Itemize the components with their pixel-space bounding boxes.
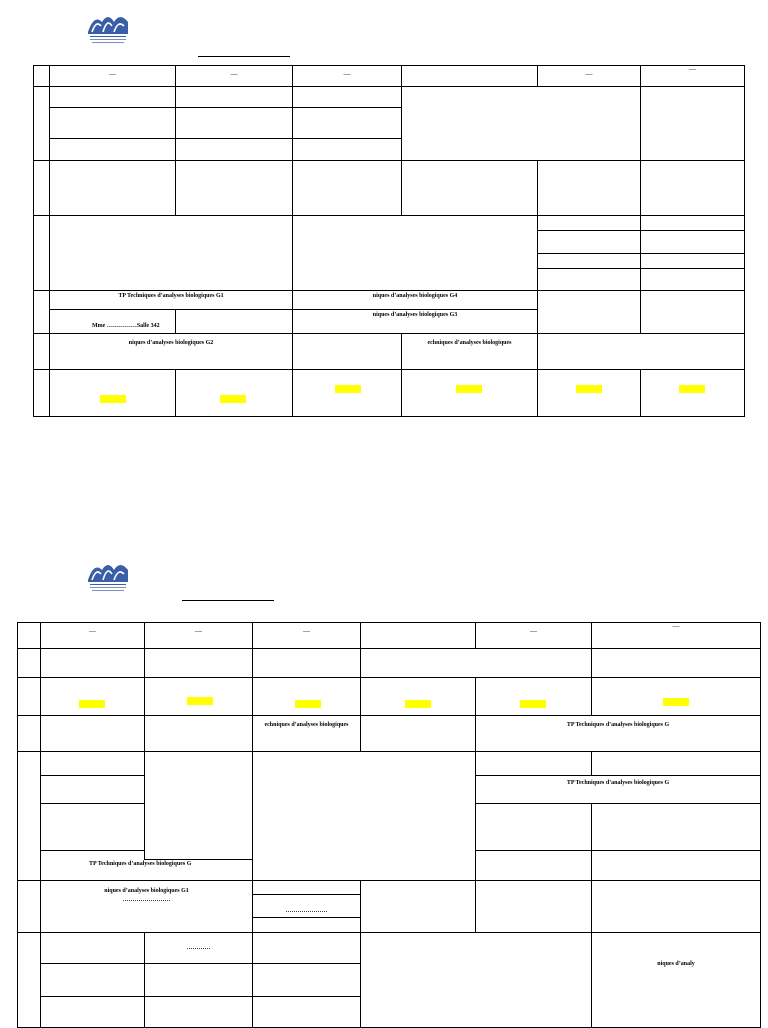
table-cell: [538, 216, 641, 231]
table-row: [34, 334, 745, 370]
table-cell: [41, 716, 145, 752]
table-cell: [538, 370, 641, 417]
table-row: [34, 370, 745, 417]
table-cell: [402, 370, 538, 417]
table-cell: [476, 752, 592, 776]
table-cell: [402, 334, 538, 370]
dots-b: …………………: [285, 908, 328, 914]
table-cell: [253, 881, 361, 895]
time-cell: [34, 370, 50, 417]
table-cell: [293, 108, 402, 139]
tp-g-left-label: TP Techniques d’analyses biologiques G: [89, 861, 192, 867]
table-cell: [641, 291, 745, 334]
dots-c: …………: [186, 945, 211, 951]
highlight-mark: [520, 700, 546, 708]
table-row: [18, 649, 761, 678]
time-cell: [18, 881, 41, 933]
table-row: [34, 161, 745, 216]
tp-g2-label: niques d’analyses biologiques G2: [128, 340, 214, 346]
table-row: [18, 881, 761, 895]
table-cell: [253, 964, 361, 997]
table-cell: [145, 752, 253, 860]
table-cell: [145, 964, 253, 997]
highlight-mark: [79, 700, 105, 708]
table-cell: [50, 291, 293, 310]
corner-cell: [34, 66, 50, 87]
table-cell: [402, 161, 538, 216]
table-cell: [592, 678, 761, 716]
table-cell: [145, 933, 253, 964]
time-cell: [34, 161, 50, 216]
time-cell: [18, 649, 41, 678]
table-cell: [592, 933, 761, 1028]
highlight-mark: [663, 698, 689, 706]
table-cell: [253, 918, 361, 933]
tp-g1-label: niques d’analyses biologiques G1: [104, 888, 189, 894]
highlight-mark: [456, 385, 482, 393]
table-cell: [592, 804, 761, 851]
table-cell: [293, 310, 538, 334]
table-cell: [50, 139, 176, 161]
table-cell: [50, 161, 176, 216]
table-cell: [176, 87, 293, 108]
day-header-2: —: [145, 623, 253, 649]
table-cell: [41, 997, 145, 1028]
time-cell: [34, 291, 50, 334]
day-header-6: —: [592, 623, 761, 649]
table-cell: [538, 269, 641, 291]
table-cell: [176, 108, 293, 139]
tp-g1-label: TP Techniques d’analyses biologiques G1: [118, 293, 224, 299]
table-cell: [293, 139, 402, 161]
highlight-mark: [220, 395, 246, 403]
table-cell: [41, 851, 253, 881]
table-cell: [145, 678, 253, 716]
title-underline-2: [182, 600, 274, 601]
teacher-room-label: Mme ……………Salle 342: [92, 323, 160, 329]
table-row: [18, 716, 761, 752]
header-row: [18, 623, 761, 649]
table-cell: [476, 851, 592, 881]
day-header-2: —: [176, 66, 293, 87]
table-cell: [176, 139, 293, 161]
day-header-1: —: [41, 623, 145, 649]
table-cell: [41, 933, 145, 964]
table-cell: [176, 370, 293, 417]
tp-g-right-label: TP Techniques d’analyses biologiques G: [566, 722, 670, 728]
table-cell: [41, 881, 253, 933]
day-header-5: —: [476, 623, 592, 649]
table-cell: [361, 881, 476, 933]
title-underline-1: [198, 56, 290, 57]
table-cell: [592, 851, 761, 881]
table-cell: [253, 933, 361, 964]
highlight-mark: [335, 385, 361, 393]
table-cell: [592, 881, 761, 933]
day-header-1: —: [50, 66, 176, 87]
table-cell: [641, 254, 745, 269]
table-cell: [41, 804, 145, 851]
day-header-3: —: [293, 66, 402, 87]
highlight-mark: [576, 385, 602, 393]
table-cell: [50, 334, 293, 370]
table-row: [34, 216, 745, 231]
table-cell: [253, 649, 361, 678]
day-header-4: [361, 623, 476, 649]
table-cell: [41, 678, 145, 716]
table-cell: [402, 87, 641, 161]
table-cell: [41, 776, 145, 804]
tp-g3-label: niques d’analyses biologiques G3: [372, 312, 458, 318]
table-cell: [592, 752, 761, 776]
table-cell: [50, 216, 293, 291]
table-cell: [538, 254, 641, 269]
table-cell: [476, 716, 761, 752]
highlight-mark: [187, 697, 213, 705]
table-cell: [145, 649, 253, 678]
table-cell: [476, 678, 592, 716]
table-cell: [145, 997, 253, 1028]
institution-logo-icon: [86, 10, 130, 44]
table-cell: [476, 804, 592, 851]
table-cell: [41, 752, 145, 776]
table-cell: [592, 649, 761, 678]
tp-g4-label: niques d’analyses biologiques G4: [372, 293, 458, 299]
table-cell: [253, 752, 476, 881]
table-cell: [50, 108, 176, 139]
time-cell: [34, 334, 50, 370]
corner-cell: [18, 623, 41, 649]
table-cell: [538, 291, 641, 334]
institution-logo-icon: [86, 558, 130, 592]
table-cell: [253, 997, 361, 1028]
table-cell: [476, 776, 761, 804]
day-header-3: —: [253, 623, 361, 649]
institution-logo-bottom: [86, 558, 130, 592]
table-cell: [293, 291, 538, 310]
table-cell: [253, 716, 361, 752]
highlight-mark: [679, 385, 705, 393]
table-cell: [253, 895, 361, 918]
table-cell: [293, 161, 402, 216]
institution-logo-top: [86, 10, 130, 44]
time-cell: [18, 716, 41, 752]
table-row: [18, 678, 761, 716]
highlight-mark: [100, 395, 126, 403]
day-header-4: [402, 66, 538, 87]
table-cell: [145, 716, 253, 752]
table-row: [18, 752, 761, 776]
table-cell: [41, 964, 145, 997]
table-cell: [361, 716, 476, 752]
table-cell: [641, 231, 745, 254]
table-row: [18, 933, 761, 964]
table-cell: [50, 87, 176, 108]
table-cell: [50, 370, 176, 417]
time-cell: [34, 216, 50, 291]
table-cell: [253, 678, 361, 716]
day-header-5: —: [538, 66, 641, 87]
table-cell: [538, 231, 641, 254]
table-cell: [361, 933, 592, 1028]
table-cell: [641, 87, 745, 161]
table-row: [34, 87, 745, 108]
time-cell: [18, 933, 41, 1028]
tp-tech-label: echniques d’analyses biologiques: [264, 722, 349, 728]
table-row: [34, 291, 745, 310]
table-cell: [293, 87, 402, 108]
time-cell: [18, 678, 41, 716]
tp-short-label: niques d’analy: [657, 961, 695, 967]
header-row: [34, 66, 745, 87]
time-cell: [18, 752, 41, 881]
table-cell: [538, 334, 745, 370]
tp-g-right-label-2: TP Techniques d’analyses biologiques G: [566, 780, 670, 786]
table-cell: [41, 649, 145, 678]
timetable-1: [33, 65, 745, 417]
table-cell: [293, 370, 402, 417]
table-cell: [476, 881, 592, 933]
table-cell: [641, 269, 745, 291]
table-cell: [641, 161, 745, 216]
table-cell: [176, 310, 293, 334]
table-cell: [50, 310, 176, 334]
table-cell: [293, 334, 402, 370]
day-header-6: —: [641, 66, 745, 87]
table-cell: [293, 216, 538, 291]
highlight-mark: [295, 700, 321, 708]
tp-generic-label: echniques d’analyses biologiques: [427, 340, 512, 346]
highlight-mark: [405, 700, 431, 708]
table-cell: [641, 216, 745, 231]
table-cell: [538, 161, 641, 216]
table-cell: [361, 678, 476, 716]
table-cell: [641, 370, 745, 417]
table-cell: [361, 649, 592, 678]
dots-a: ……………………: [122, 897, 171, 903]
timetable-2: [17, 622, 761, 1028]
time-cell: [34, 87, 50, 161]
table-cell: [176, 161, 293, 216]
